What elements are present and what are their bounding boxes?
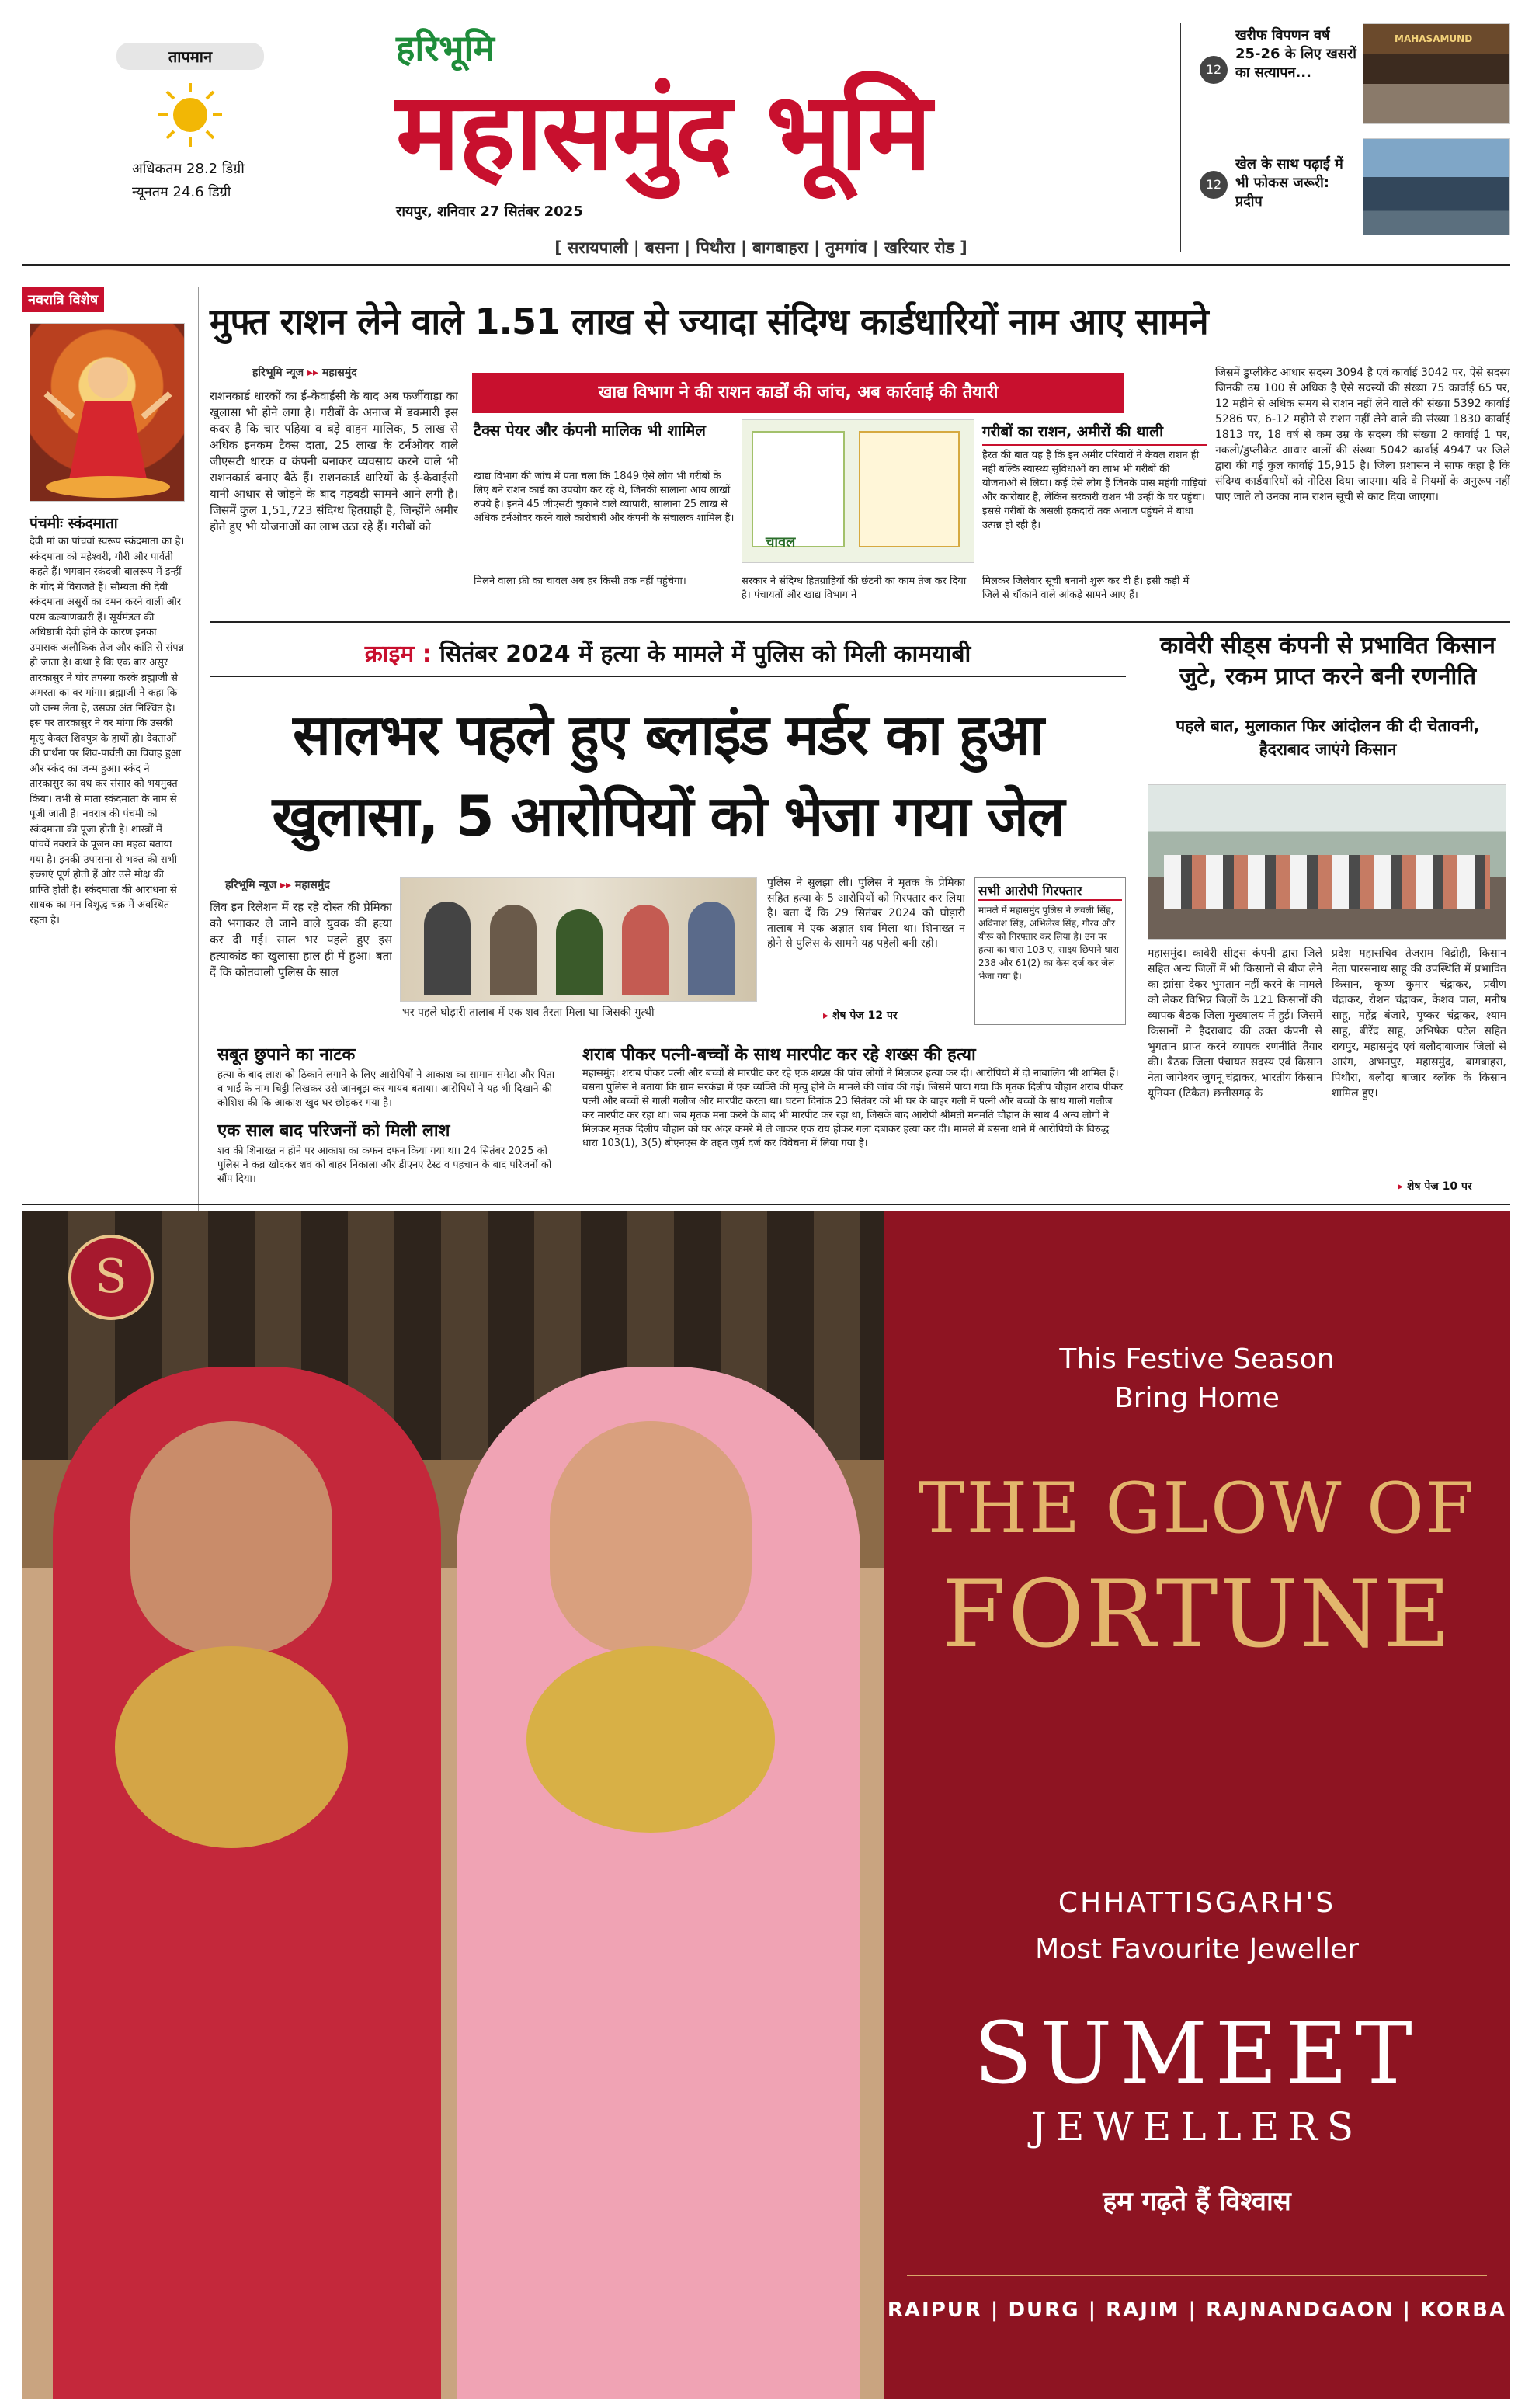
region-strip: [ सरायपाली | बसना | पिथौरा | बागबाहरा | तुमगांव | खरियार रोड ] <box>554 238 967 257</box>
ad-tagline1: This Festive Season <box>1059 1343 1335 1375</box>
navratri-subhead: पंचमीः स्कंदमाता <box>30 515 118 532</box>
lead-banner: खाद्य विभाग ने की राशन कार्डों की जांच, अब कार्रवाई की तैयारी <box>472 373 1124 413</box>
farmers-jump[interactable]: ▸ शेष पेज 10 पर <box>1398 1180 1472 1193</box>
banner-text: MAHASAMUND <box>1395 33 1473 44</box>
crime-head2: खुलासा, 5 आरोपियों को भेजा गया जेल <box>272 784 1064 849</box>
teaser-1[interactable] <box>1200 23 1510 132</box>
ad-region: CHHATTISGARH'S <box>1058 1887 1336 1919</box>
ad-cities: RAIPUR | DURG | RAJIM | RAJNANDGAON | KORBA <box>887 2299 1507 2322</box>
farmers-col1: महासमुंद। कावेरी सीड्स कंपनी द्वारा जिले सहित अन्य जिलों में भी किसानों से बीज लेने का झांसा देकर भुगतान नहीं करने के मामले को लेकर विभिन्न जिलों के 121 किसानों की व्यापक बैठक जिला मुख्यालय में हुई। जिसमें किसानों ने हैदराबाद की उक्त कंपनी से भुगतान प्राप्त करने व्यापक रणनीति तैयार की। बैठक जिला पंचायत सदस्य एवं किसान नेता जागेश्वर जुगनू चंद्राकर, भारतीय किसान यूनियन (टिकैत) छत्तीसगढ़ के <box>1148 947 1322 1100</box>
navratri-body: देवी मां का पांचवां स्वरूप स्कंदमाता का है। स्कंदमाता को महेश्वरी, गौरी और पार्वती कहते हैं। भगवान स्कंदजी बालरूप में इन्हीं के गोद में विराजते हैं। सौम्यता की देवी स्कंदमाता असुरों का दमन करने वाली और परम कल्याणकारी हैं। सूर्यमंडल की अधिष्ठात्री देवी होने के कारण इनका उपासक अलौकिक तेज और कांति से संपन्न हो जाता है। कथा है कि एक बार असुर तारकासुर ने घोर तपस्या करके ब्रह्माजी से अमरता का वर मांगा। ब्रह्माजी ने कहा कि जो जन्म लेता है, उसका अंत निश्चित है। इस पर तारकासुर ने वर मांगा कि उसकी मृत्यु केवल शिवपुत्र के हाथों हो। देवताओं की प्रार्थना पर शिव-पार्वती का विवाह हुआ और स्कंद का जन्म हुआ। स्कंद ने तारकासुर का वध कर संसार को भयमुक्त किया। तभी से माता स्कंदमाता के नाम से पूजी जाती हैं। नवरात्र की पंचमी को स्कंदमाता की पूजा होती है। शास्त्रों में पांचवें नवरात्रे के पूजन का महत्व बताया गया है। इनकी उपासना से भक्त की सभी इच्छाएं पूर्ण होती हैं और उसे मोक्ष की प्राप्ति होती है। स्कंदमाता की आराधना से साधक का मन विशुद्ध चक्र में अवस्थित रहता है। <box>30 536 185 926</box>
farmers-sub: पहले बात, मुलाकात फिर आंदोलन की दी चेतावनी, हैदराबाद जाएंगे किसान <box>1176 717 1480 759</box>
weather-label: तापमान <box>116 43 264 70</box>
ad-brand1: SUMEET <box>974 2003 1420 2103</box>
weather-min: न्यूनतम 24.6 डिग्री <box>132 184 231 200</box>
crime-jump[interactable]: ▸ शेष पेज 12 पर <box>823 1009 898 1022</box>
teaser-photo <box>1363 23 1510 124</box>
evidence-head2: एक साल बाद परिजनों को मिली लाश <box>217 1121 450 1141</box>
tax-body: खाद्य विभाग की जांच में पता चला कि 1849 ऐसे लोग भी गरीबों के लिए बने राशन कार्ड का उपयोग कर रहे थे, जिनकी सालाना आय लाखों रुपये है। इनमें 45 जीएसटी चुकाने वाले व्यापारी, सालाना 25 लाख से अधिक टर्नओवर करने वाले कारोबारी और कंपनी के संचालक शामिल हैं। <box>474 471 735 524</box>
crime-byline: हरिभूमि न्यूज ▸▸ महासमुंद <box>225 879 330 891</box>
lead-byline: हरिभूमि न्यूज ▸▸ महासमुंद <box>252 367 357 379</box>
ration-card-photo <box>742 419 974 563</box>
rich-head: गरीबों का राशन, अमीरों की थाली <box>982 421 1207 446</box>
side-body: मामले में महासमुंद पुलिस ने लवली सिंह, अविनाश सिंह, अभिलेख सिंह, गौरव और यीरू को गिरफ्तार कर लिया है। उन पर हत्या का धारा 103 ए, साक्ष्य छिपाने धारा 238 और 61(2) का केस दर्ज कर जेल भेजा गया है। <box>978 905 1119 982</box>
rich-body: हैरत की बात यह है कि इन अमीर परिवारों ने केवल राशन ही नहीं बल्कि स्वास्थ्य सुविधाओं का लाभ भी गरीबों की योजनाओं से लिया। कई ऐसे लोग हैं जिनके पास महंगी गाड़ियां और कारोबार हैं, लेकिन सरकारी राशन भी उन्हीं के घर पहुंचा। इससे गरीबों के असली हकदारों तक अनाज पहुंचने में बाधा उत्पन्न हो रही है। <box>982 450 1207 531</box>
photo-caption: चावल <box>766 534 796 551</box>
ad-brand2: JEWELLERS <box>1030 2104 1363 2149</box>
arrow-icon: ▸ <box>1398 1180 1404 1193</box>
arrow-icon: ▸ <box>823 1009 829 1022</box>
ad-title1: THE GLOW OF <box>918 1468 1476 1549</box>
crime-body2: पुलिस ने सुलझा ली। पुलिस ने मृतक के प्रेमिका सहित हत्या के 5 आरोपियों को गिरफ्तार कर लिया है। बता दें कि 29 सितंबर 2024 को घोड़ारी तालाब में एक अज्ञात शव मिला था। शिनाख्त न होने से पुलिस के सामने यह पहेली बनी रही। <box>767 877 965 950</box>
crime-body1: लिव इन रिलेशन में रह रहे दोस्त की प्रेमिका को भगाकर ले जाने वाले युवक की हत्या कर दी गई। साल भर पहले हुए इस हत्याकांड का खुलासा हाल ही में हुआ। बता दें कि कोतवाली पुलिस के साल <box>210 900 392 979</box>
ad-panel <box>884 1211 1510 2399</box>
ad-title2: FORTUNE <box>941 1561 1453 1669</box>
brand-logo: हरिभूमि <box>396 27 495 69</box>
teaser-2[interactable] <box>1200 132 1510 241</box>
lead-b2: सरकार ने संदिग्ध हितग्राहियों की छंटनी का काम तेज कर दिया है। पंचायतों और खाद्य विभाग ने <box>742 575 967 601</box>
goddess-image <box>30 323 185 502</box>
ad-photo <box>22 1211 884 2399</box>
ad-logo-icon: S <box>68 1235 154 1320</box>
evidence-body: हत्या के बाद लाश को ठिकाने लगाने के लिए आरोपियों ने आकाश का सामान समेटा और पिता व भाई के नाम चिट्ठी लिखकर उसे जानबूझ कर गायब बताया। आरोपियों ने यह भी दिखाने की कोशिश की कि आकाश खुद घर छोड़कर गया है। <box>217 1069 555 1109</box>
farmers-head: कावेरी सीड्स कंपनी से प्रभावित किसान जुटे, रकम प्राप्त करने बनी रणनीति <box>1160 632 1495 690</box>
jewellery-ad[interactable] <box>22 1211 1510 2399</box>
section-tag: नवरात्रि विशेष <box>22 287 104 312</box>
crime-photo-caption: भर पहले घोड़ारी तालाब में एक शव तैरता मिला था जिसकी गुत्थी <box>402 1006 655 1019</box>
teaser-text: खेल के साथ पढ़ाई में भी फोकस जरूरी: प्रदीप <box>1235 156 1343 210</box>
lead-b1: मिलने वाला फ्री का चावल अब हर किसी तक नहीं पहुंचेगा। <box>474 575 686 587</box>
crime-kicker: क्राइम : सितंबर 2024 में हत्या के मामले में पुलिस को मिली कामयाबी <box>364 641 971 668</box>
lead-col1: राशनकार्ड धारकों का ई-केवाईसी के बाद अब फर्जीवाड़ा का खुलासा भी होने लगा है। गरीबों के अनाज में डकमारी इस कदर है कि चार पहिया व बड़े वाहन मालिक, 5 लाख से अधिक इनकम टैक्स दाता, 25 लाख के टर्नओवर वाले जीएसटी धारक व कंपनी बनाकर व्यवसाय करने वाले भी राशनकार्ड बनाए बैठे हैं। राशनकार्ड धारियों के ई-केवाईसी यानी आधार से जोड़ने के बाद गड़बड़ी सामने आने लगी है। जिसमें कुल 1,51,723 संदिग्ध हितग्राही है, जिन्होंने अमीर होते हुए भी योजनाओं का लाभ उठा रहे हैं। गरीबों को <box>210 389 458 533</box>
evidence-head: सबूत छुपाने का नाटक <box>217 1045 356 1065</box>
ad-favourite: Most Favourite Jeweller <box>1035 1934 1359 1965</box>
sun-icon <box>157 82 224 148</box>
paper-title: महासमुंद भूमि <box>396 68 930 194</box>
tax-head: टैक्स पेयर और कंपनी मालिक भी शामिल <box>474 421 706 440</box>
lead-headline: मुफ्त राशन लेने वाले 1.51 लाख से ज्यादा संदिग्ध कार्डधारियों नाम आए सामने <box>210 301 1208 342</box>
weather-max: अधिकतम 28.2 डिग्री <box>132 161 245 177</box>
page-badge: 12 <box>1200 56 1228 84</box>
lead-right: जिसमें डुप्लीकेट आधार सदस्य 3094 है एवं कार्वाई 3042 पर, ऐसे सदस्य जिनकी उम्र 100 से अधिक है ऐसे सदस्यों की संख्या 75 कार्वाई 65 पर, 12 महीने से अधिक समय से राशन नहीं लेने वाले की संख्या 5392 कार्वाई 5286 पर, 6-12 महीने से राशन नहीं लेने वाले की संख्या 1830 कार्वाई 1813 पर, 18 वर्ष से कम उम्र के सदस्य की संख्या 2 कार्वाई 1 पर, नकली/डुप्लीकेट आधार वालों की संख्या 5042 कार्वाई 4947 पर जिले द्वारा की गई कुल कार्वाई 15,915 है। जिला प्रशासन ने साफ कहा है कि संदिग्ध कार्डधारियों को नोटिस दिया जाएगा। यदि वे नियमों के अनुरूप नहीं पाए जाते तो उनका नाम राशन सूची से काट दिया जाएगा। <box>1215 367 1510 503</box>
farmers-col2: प्रदेश महासचिव तेजराम विद्रोही, किसान नेता पारसनाथ साहू की उपस्थिति में प्रभावित किसान, कृष्ण कुमार चंद्राकर, प्रवीण चंद्राकर, रोशन चंद्राकर, केशव पाल, मनीष साहू, महेंद्र बंजारे, पुष्कर चंद्राकर, श्याम साहू, बीरेंद्र साहू, अभिषेक पटेल सहित रायपुर, महासमुंद एवं बलौदाबाजार जिलों से आरंग, अभनपुर, महासमुंद, बागबाहरा, पिथौरा, बलौदा बाजार ब्लॉक के किसान शामिल हुए। <box>1332 947 1506 1100</box>
masthead <box>388 23 1134 233</box>
liquor-body: महासमुंद। शराब पीकर पत्नी और बच्चों से मारपीट कर रहे एक शख्स की पांच लोगों ने मिलकर हत्या कर दी। आरोपियों में दो नाबालिग भी शामिल हैं। बसना पुलिस ने बताया कि ग्राम सरकंडा में एक व्यक्ति की मृत्यु होने के मामले की जांच की गई। जिसमें पाया गया कि मृतक दिलीप चौहान शराब पीकर पत्नी और बच्चों से गाली गलौज और मारपीट करता था। घटना दिनांक 23 सितंबर को भी घर के बाहर गली में पत्नी और बच्चों के साथ गाली गलौज कर मारपीट कर रहा था। जब मृतक मना करने के बाद भी मारपीट कर रहा था, जिसके बाद आरोपी श्रीमती मनमति चौहान के साथ 4 अन्य लोगों ने मिलकर मृतक दिलीप चौहान को घर अंदर कमरे में ले जाकर एक राय होकर गला दबाकर हत्या कर दी। मामले में बसना थाने में आरोपियों के विरुद्ध धारा 103(1), 3(5) बीएनएस के तहत जुर्म दर्ज कर विवेचना में लिया गया है। <box>582 1068 1124 1149</box>
teaser-photo <box>1363 138 1510 235</box>
meeting-photo <box>1148 784 1506 940</box>
ad-hindi: हम गढ़ते हैं विश्वास <box>1103 2186 1291 2217</box>
teaser-text: खरीफ विपणन वर्ष 25-26 के लिए खसरों का सत्यापन... <box>1235 27 1356 81</box>
liquor-head: शराब पीकर पत्नी-बच्चों के साथ मारपीट कर रहे शख्स की हत्या <box>582 1045 976 1065</box>
evidence-body2: शव की शिनाख्त न होने पर आकाश का कफन दफन किया गया था। 24 सितंबर 2025 को पुलिस ने कब्र खोदकर शव को बाहर निकाला और डीएनए टेस्ट व पहचान के बाद परिजनों को सौंप दिया। <box>217 1145 552 1185</box>
goddess-icon <box>30 324 185 502</box>
lead-b3: मिलकर जिलेवार सूची बनानी शुरू कर दी है। इसी कड़ी में जिले से चौंकाने वाले आंकड़े सामने आए हैं। <box>982 575 1190 601</box>
page-badge: 12 <box>1200 171 1228 199</box>
crime-head1: सालभर पहले हुए ब्लाइंड मर्डर का हुआ <box>293 702 1043 767</box>
ad-tagline2: Bring Home <box>1114 1382 1280 1414</box>
dateline: रायपुर, शनिवार 27 सितंबर 2025 <box>396 203 583 220</box>
weather-box <box>116 43 264 217</box>
accused-photo <box>400 877 757 1002</box>
side-head: सभी आरोपी गिरफ्तार <box>978 881 1122 901</box>
side-box <box>974 877 1126 1025</box>
